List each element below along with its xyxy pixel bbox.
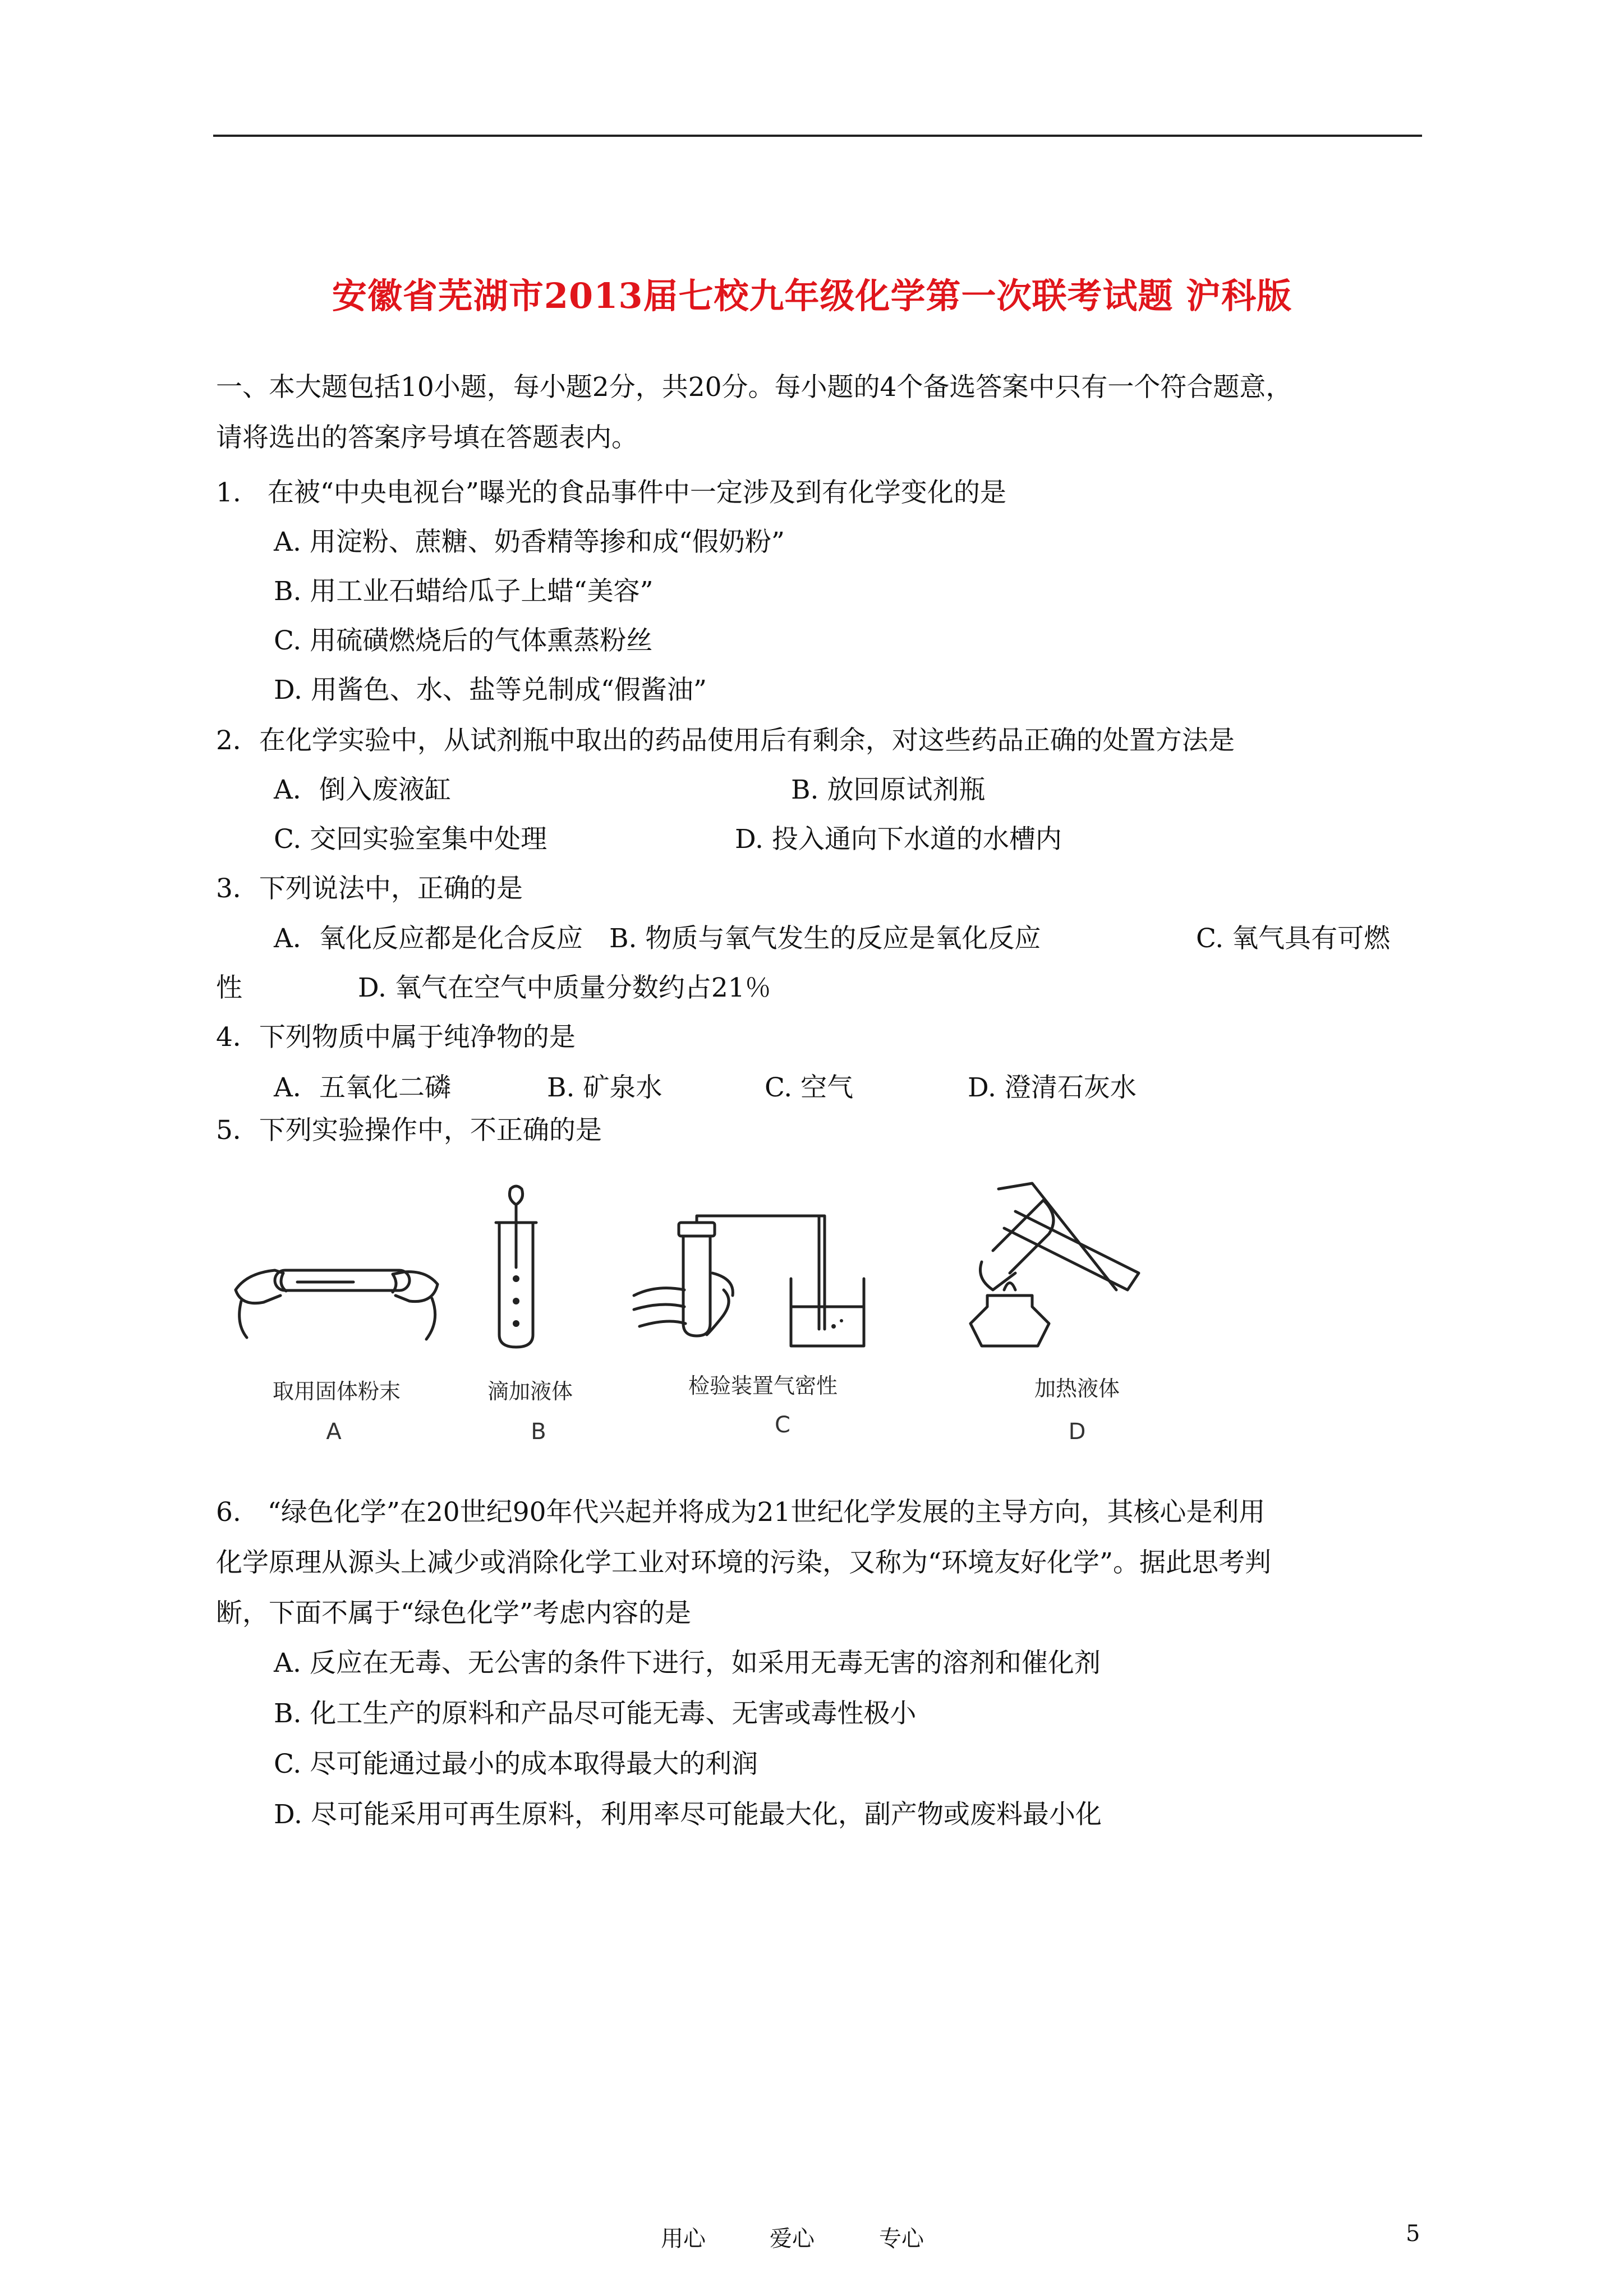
question-1-stem: 1. 在被“中央电视台”曝光的食品事件中一定涉及到有化学变化的是 — [216, 477, 1006, 508]
question-2-option-a: A．倒入废液缸 — [274, 774, 451, 805]
figure-c-caption: 检验装置气密性 — [688, 1373, 838, 1398]
footer-motto-2: 爱心 — [770, 2226, 815, 2252]
question-3-options-ab: A．氧化反应都是化合反应 B. 物质与氧气发生的反应是氧化反应 — [274, 923, 1041, 954]
question-4-option-c: C. 空气 — [765, 1072, 854, 1103]
question-6-stem-line3: 断，下面不属于“绿色化学”考虑内容的是 — [216, 1598, 692, 1629]
question-6-option-c: C. 尽可能通过最小的成本取得最大的利润 — [274, 1749, 758, 1779]
question-2-stem: 2．在化学实验中，从试剂瓶中取出的药品使用后有剩余，对这些药品正确的处置方法是 — [216, 725, 1235, 756]
page-number: 5 — [1406, 2221, 1420, 2247]
question-6-option-b: B. 化工生产的原料和产品尽可能无毒、无害或毒性极小 — [274, 1698, 917, 1729]
question-2-option-b: B. 放回原试剂瓶 — [791, 774, 986, 805]
question-2-option-d: D. 投入通向下水道的水槽内 — [735, 824, 1062, 855]
question-6-option-a: A. 反应在无毒、无公害的条件下进行，如采用无毒无害的溶剂和催化剂 — [274, 1648, 1101, 1679]
figure-d-label: D — [1068, 1419, 1086, 1445]
question-3-stem: 3．下列说法中，正确的是 — [216, 873, 523, 904]
question-1-option-d: D. 用酱色、水、盐等兑制成“假酱油” — [274, 675, 707, 706]
question-6-stem-line2: 化学原理从源头上减少或消除化学工业对环境的污染，又称为“环境友好化学”。据此思考判 — [216, 1547, 1272, 1578]
question-1-option-a: A. 用淀粉、蔗糖、奶香精等掺和成“假奶粉” — [274, 527, 785, 557]
figure-c-airtightness-illustration — [623, 1211, 881, 1363]
figure-c-label: C — [775, 1412, 790, 1438]
question-4-stem: 4．下列物质中属于纯净物的是 — [216, 1022, 576, 1053]
page-title: 安徽省芜湖市2013届七校九年级化学第一次联考试题 沪科版 — [332, 275, 1292, 316]
question-5-stem: 5．下列实验操作中，不正确的是 — [216, 1115, 602, 1146]
question-6-stem-line1: 6. “绿色化学”在20世纪90年代兴起并将成为21世纪化学发展的主导方向，其核心是利用 — [216, 1497, 1266, 1528]
figure-b-caption: 滴加液体 — [487, 1379, 573, 1404]
section-instructions-line1: 一、本大题包括10小题，每小题2分，共20分。每小题的4个备选答案中只有一个符合题意， — [216, 372, 1292, 403]
footer-motto-3: 专心 — [879, 2226, 924, 2252]
figure-d-caption: 加热液体 — [1034, 1376, 1120, 1401]
figure-b-dropper-illustration — [477, 1183, 555, 1352]
footer-motto-1: 用心 — [661, 2226, 706, 2252]
question-6-option-d: D. 尽可能采用可再生原料，利用率尽可能最大化，副产物或废料最小化 — [274, 1799, 1102, 1830]
figure-a-solid-powder-illustration — [224, 1239, 449, 1346]
figure-d-heating-liquid-illustration — [948, 1178, 1161, 1363]
question-4-option-a: A．五氧化二磷 — [274, 1072, 451, 1103]
figure-b-label: B — [531, 1419, 546, 1445]
figure-a-label: A — [326, 1419, 342, 1445]
question-4-option-d: D. 澄清石灰水 — [968, 1072, 1137, 1103]
question-1-option-c: C. 用硫磺燃烧后的气体熏蒸粉丝 — [274, 625, 653, 656]
question-2-option-c: C. 交回实验室集中处理 — [274, 824, 548, 855]
question-3-option-c-tail: 性 — [216, 972, 242, 1003]
question-3-option-c: C. 氧气具有可燃 — [1196, 923, 1391, 954]
figure-a-caption: 取用固体粉末 — [272, 1379, 401, 1404]
question-3-option-d: D. 氧气在空气中质量分数约占21％ — [358, 972, 771, 1003]
section-instructions-line2: 请将选出的答案序号填在答题表内。 — [216, 422, 638, 453]
question-4-option-b: B. 矿泉水 — [547, 1072, 663, 1103]
question-1-option-b: B. 用工业石蜡给瓜子上蜡“美容” — [274, 576, 654, 607]
header-rule — [213, 135, 1422, 137]
